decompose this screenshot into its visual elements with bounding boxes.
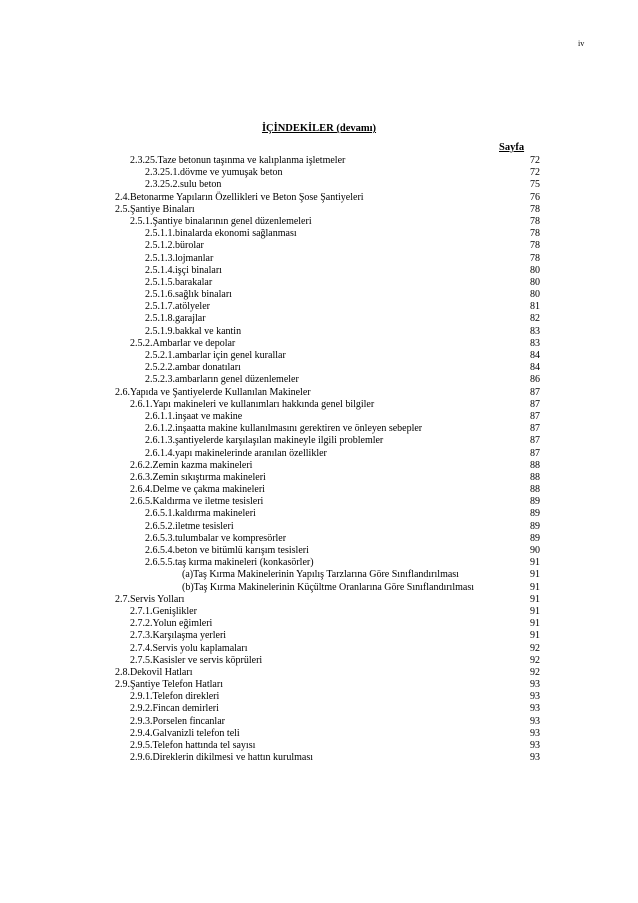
toc-entry-title: 2.6.2.Zemin kazma makineleri bbox=[130, 459, 253, 471]
toc-entry-page: 91 bbox=[530, 581, 540, 593]
toc-entry bbox=[0, 155, 638, 167]
toc-entry bbox=[0, 313, 638, 325]
toc-entry bbox=[0, 496, 638, 508]
toc-entry bbox=[0, 533, 638, 545]
toc-entry-page: 87 bbox=[530, 386, 540, 398]
toc-entry bbox=[0, 253, 638, 265]
toc-entry bbox=[0, 508, 638, 520]
toc-entry bbox=[0, 460, 638, 472]
table-of-contents bbox=[0, 155, 638, 764]
toc-entry-page: 78 bbox=[530, 240, 540, 252]
toc-entry bbox=[0, 326, 638, 338]
toc-entry bbox=[0, 582, 638, 594]
toc-entry-title: 2.6.5.1.kaldırma makineleri bbox=[145, 508, 256, 520]
toc-entry-title: 2.5.2.2.ambar donatıları bbox=[145, 362, 241, 374]
toc-entry bbox=[0, 387, 638, 399]
toc-entry bbox=[0, 691, 638, 703]
toc-entry-page: 93 bbox=[530, 691, 540, 703]
toc-entry-page: 87 bbox=[530, 423, 540, 435]
toc-entry-page: 83 bbox=[530, 337, 540, 349]
toc-entry-page: 92 bbox=[530, 654, 540, 666]
toc-entry-page: 91 bbox=[530, 618, 540, 630]
toc-entry bbox=[0, 350, 638, 362]
toc-entry bbox=[0, 569, 638, 581]
toc-entry bbox=[0, 301, 638, 313]
toc-entry-title: 2.5.1.6.sağlık binaları bbox=[145, 289, 232, 301]
toc-entry-title: 2.6.Yapıda ve Şantiyelerde Kullanılan Makineler bbox=[115, 386, 311, 398]
toc-entry-title: 2.5.1.3.lojmanlar bbox=[145, 252, 214, 264]
toc-entry-page: 84 bbox=[530, 362, 540, 374]
toc-entry-page: 87 bbox=[530, 447, 540, 459]
toc-entry-page: 91 bbox=[530, 593, 540, 605]
toc-entry-page: 92 bbox=[530, 642, 540, 654]
toc-entry-title: 2.6.5.5.taş kırma makineleri (konkasörler) bbox=[145, 557, 314, 569]
toc-entry-page: 88 bbox=[530, 484, 540, 496]
toc-entry-title: 2.6.5.4.beton ve bitümlü karışım tesisleri bbox=[145, 545, 309, 556]
toc-entry-title: 2.5.2.1.ambarlar için genel kurallar bbox=[145, 350, 286, 361]
toc-entry bbox=[0, 228, 638, 240]
toc-entry bbox=[0, 557, 638, 569]
toc-entry-title: 2.6.4.Delme ve çakma makineleri bbox=[130, 484, 265, 496]
toc-entry-page: 87 bbox=[530, 435, 540, 447]
toc-entry bbox=[0, 179, 638, 191]
toc-entry bbox=[0, 399, 638, 411]
toc-entry bbox=[0, 277, 638, 289]
toc-entry-page: 80 bbox=[530, 289, 540, 301]
toc-entry-page: 76 bbox=[530, 191, 540, 203]
toc-entry bbox=[0, 216, 638, 228]
toc-entry-page: 75 bbox=[530, 179, 540, 191]
toc-entry-title: 2.5.1.4.işçi binaları bbox=[145, 264, 222, 276]
toc-entry-title: 2.8.Dekovil Hatları bbox=[115, 666, 193, 678]
toc-entry-page: 93 bbox=[530, 703, 540, 715]
toc-entry bbox=[0, 618, 638, 630]
toc-entry bbox=[0, 752, 638, 764]
toc-entry-title: 2.7.3.Karşılaşma yerleri bbox=[130, 630, 227, 642]
toc-entry-page: 80 bbox=[530, 276, 540, 288]
toc-entry bbox=[0, 411, 638, 423]
toc-entry bbox=[0, 728, 638, 740]
toc-entry bbox=[0, 423, 638, 435]
toc-entry bbox=[0, 630, 638, 642]
toc-entry bbox=[0, 740, 638, 752]
toc-entry-title: 2.6.3.Zemin sıkıştırma makineleri bbox=[130, 471, 266, 483]
page-number: iv bbox=[578, 39, 585, 48]
toc-entry-title: 2.5.1.7.atölyeler bbox=[145, 301, 210, 313]
toc-entry-page: 78 bbox=[530, 228, 540, 240]
toc-entry-title: 2.5.1.Şantiye binalarının genel düzenlemeleri bbox=[130, 215, 312, 227]
toc-entry bbox=[0, 484, 638, 496]
toc-entry bbox=[0, 679, 638, 691]
toc-entry-title: 2.5.1.5.barakalar bbox=[145, 276, 213, 288]
toc-entry-title: 2.6.1.3.şantiyelerde karşılaşılan makineyle ilgili problemler bbox=[145, 435, 384, 447]
page-title: İÇİNDEKİLER (devamı) bbox=[261, 123, 377, 134]
toc-entry-page: 89 bbox=[530, 496, 540, 508]
toc-entry-title: 2.5.1.2.bürolar bbox=[145, 240, 204, 252]
toc-entry-title: 2.6.1.2.inşaatta makine kullanılmasını gerektiren ve önleyen sebepler bbox=[145, 423, 423, 435]
toc-entry-title: 2.6.5.2.iletme tesisleri bbox=[145, 520, 234, 532]
toc-entry-title: 2.7.2.Yolun eğimleri bbox=[130, 618, 213, 630]
toc-entry-title: (b)Taş Kırma Makinelerinin Küçültme Oranlarına Göre Sınıflandırılması bbox=[182, 581, 474, 593]
toc-entry bbox=[0, 472, 638, 484]
toc-entry-page: 91 bbox=[530, 605, 540, 617]
toc-entry bbox=[0, 703, 638, 715]
toc-entry-page: 91 bbox=[530, 630, 540, 642]
toc-entry-title: 2.3.25.Taze betonun taşınma ve kalıplanma işletmeler bbox=[130, 155, 346, 166]
toc-entry-title: 2.5.Şantiye Binaları bbox=[115, 203, 195, 215]
toc-entry-page: 89 bbox=[530, 508, 540, 520]
toc-entry bbox=[0, 240, 638, 252]
toc-entry-title: 2.3.25.2.sulu beton bbox=[145, 179, 222, 191]
toc-entry-title: 2.5.1.8.garajlar bbox=[145, 313, 206, 325]
toc-entry-page: 87 bbox=[530, 398, 540, 410]
toc-entry bbox=[0, 643, 638, 655]
toc-entry-page: 78 bbox=[530, 215, 540, 227]
toc-entry-title: 2.7.1.Genişlikler bbox=[130, 605, 197, 617]
page-column-header: Sayfa bbox=[499, 142, 525, 153]
toc-entry bbox=[0, 448, 638, 460]
toc-entry-page: 80 bbox=[530, 264, 540, 276]
toc-entry-page: 87 bbox=[530, 410, 540, 422]
toc-entry-title: 2.6.1.1.inşaat ve makine bbox=[145, 410, 243, 422]
toc-entry-page: 93 bbox=[530, 740, 540, 751]
toc-entry bbox=[0, 655, 638, 667]
toc-entry-title: (a)Taş Kırma Makinelerinin Yapılış Tarzlarına Göre Sınıflandırılması bbox=[182, 569, 459, 581]
toc-entry-title: 2.9.Şantiye Telefon Hatları bbox=[115, 679, 223, 691]
toc-entry-title: 2.7.Servis Yolları bbox=[115, 593, 185, 605]
toc-entry-page: 78 bbox=[530, 252, 540, 264]
toc-entry-title: 2.7.5.Kasisler ve servis köprüleri bbox=[130, 654, 263, 666]
toc-entry-page: 83 bbox=[530, 325, 540, 337]
toc-entry bbox=[0, 338, 638, 350]
toc-entry-page: 82 bbox=[530, 313, 540, 325]
toc-entry-title: 2.5.2.3.ambarların genel düzenlemeler bbox=[145, 374, 299, 386]
toc-entry-page: 91 bbox=[530, 557, 540, 569]
toc-entry bbox=[0, 545, 638, 557]
toc-entry bbox=[0, 435, 638, 447]
toc-entry-title: 2.6.1.Yapı makineleri ve kullanımları hakkında genel bilgiler bbox=[130, 398, 375, 410]
toc-entry-title: 2.4.Betonarme Yapıların Özellikleri ve Beton Şose Şantiyeleri bbox=[115, 191, 364, 203]
toc-entry-page: 93 bbox=[530, 679, 540, 691]
toc-entry-title: 2.6.1.4.yapı makinelerinde aranılan özellikler bbox=[145, 447, 327, 459]
toc-entry bbox=[0, 606, 638, 618]
toc-entry-title: 2.9.2.Fincan demirleri bbox=[130, 703, 219, 715]
toc-entry-page: 72 bbox=[530, 155, 540, 166]
toc-entry-page: 89 bbox=[530, 520, 540, 532]
toc-entry bbox=[0, 716, 638, 728]
toc-entry bbox=[0, 521, 638, 533]
toc-entry bbox=[0, 289, 638, 301]
toc-entry-page: 89 bbox=[530, 532, 540, 544]
toc-entry bbox=[0, 167, 638, 179]
toc-entry-page: 93 bbox=[530, 715, 540, 727]
toc-entry-page: 72 bbox=[530, 167, 540, 179]
toc-entry bbox=[0, 192, 638, 204]
toc-entry-title: 2.6.5.3.tulumbalar ve kompresörler bbox=[145, 532, 287, 544]
toc-entry bbox=[0, 374, 638, 386]
toc-entry-page: 88 bbox=[530, 459, 540, 471]
toc-entry-title: 2.9.1.Telefon direkleri bbox=[130, 691, 220, 703]
toc-entry bbox=[0, 362, 638, 374]
toc-entry-title: 2.5.2.Ambarlar ve depolar bbox=[130, 337, 236, 349]
toc-entry-page: 78 bbox=[530, 203, 540, 215]
toc-entry-page: 90 bbox=[530, 545, 540, 556]
toc-entry-title: 2.9.5.Telefon hattında tel sayısı bbox=[130, 740, 256, 751]
toc-entry bbox=[0, 667, 638, 679]
toc-entry-page: 93 bbox=[530, 752, 540, 764]
toc-entry-page: 81 bbox=[530, 301, 540, 313]
toc-entry bbox=[0, 204, 638, 216]
toc-entry-title: 2.6.5.Kaldırma ve iletme tesisleri bbox=[130, 496, 264, 508]
toc-entry-title: 2.9.4.Galvanizli telefon teli bbox=[130, 727, 240, 739]
toc-entry bbox=[0, 594, 638, 606]
toc-entry-page: 86 bbox=[530, 374, 540, 386]
toc-entry-title: 2.3.25.1.dövme ve yumuşak beton bbox=[145, 167, 283, 179]
toc-entry-title: 2.9.6.Direklerin dikilmesi ve hattın kurulması bbox=[130, 752, 314, 764]
toc-entry bbox=[0, 265, 638, 277]
toc-entry-page: 84 bbox=[530, 350, 540, 361]
toc-entry-title: 2.5.1.1.binalarda ekonomi sağlanması bbox=[145, 228, 297, 240]
toc-entry-page: 92 bbox=[530, 666, 540, 678]
toc-entry-page: 93 bbox=[530, 727, 540, 739]
toc-entry-page: 91 bbox=[530, 569, 540, 581]
toc-entry-title: 2.5.1.9.bakkal ve kantin bbox=[145, 325, 242, 337]
toc-entry-page: 88 bbox=[530, 471, 540, 483]
toc-entry-title: 2.9.3.Porselen fincanlar bbox=[130, 715, 225, 727]
toc-entry-title: 2.7.4.Servis yolu kaplamaları bbox=[130, 642, 248, 654]
